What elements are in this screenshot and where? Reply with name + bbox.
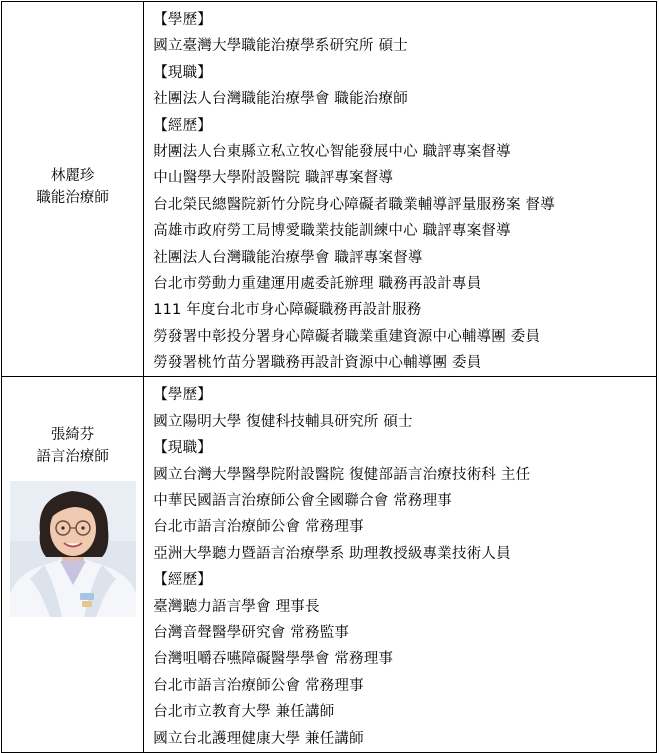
details-line: 台灣咀嚼吞嚥障礙醫學學會 常務理事 — [153, 651, 394, 668]
details-line: 【學歷】 — [153, 387, 213, 404]
speaker-profile-table — [1, 1, 657, 753]
details-cell-1 — [144, 2, 657, 377]
profile-row-2 — [2, 377, 657, 752]
details-line: 社團法人台灣職能治療學會 職評專案督導 — [153, 249, 423, 266]
details-line: 台北榮民總醫院新竹分院身心障礙者職業輔導評量服務案 督導 — [153, 196, 555, 213]
details-line: 勞發署中彰投分署身心障礙者職業重建資源中心輔導團 委員 — [153, 328, 541, 345]
person-title-1: 職能治療師 — [36, 190, 109, 206]
details-line: 高雄市政府勞工局博愛職業技能訓練中心 職評專案督導 — [153, 223, 511, 240]
person-cell-2 — [2, 377, 144, 752]
details-line: 【經歷】 — [153, 117, 213, 134]
person-cell-1 — [2, 2, 144, 377]
details-line: 【經歷】 — [153, 572, 213, 589]
person-title-2: 語言治療師 — [36, 449, 109, 466]
details-line: 國立台灣大學醫學院附設醫院 復健部語言治療技術科 主任 — [153, 466, 531, 483]
details-line: 中華民國語言治療師公會全國聯合會 常務理事 — [153, 493, 453, 510]
details-list-1 — [144, 2, 656, 376]
details-line: 臺灣聽力語言學會 理事長 — [153, 598, 320, 615]
portrait-photo — [10, 481, 136, 617]
person-name-1: 林麗珍 — [50, 168, 95, 184]
details-line: 【學歷】 — [153, 12, 213, 28]
profile-row-1 — [2, 2, 657, 377]
details-line: 台北市語言治療師公會 常務理事 — [153, 519, 364, 536]
details-line: 台灣音聲醫學研究會 常務監事 — [153, 624, 350, 641]
details-line: 社團法人台灣職能治療學會 職能治療師 — [153, 91, 408, 108]
details-line: 中山醫學大學附設醫院 職評專案督導 — [153, 170, 394, 187]
person-name-2: 張綺芬 — [50, 427, 95, 444]
details-line: 勞發署桃竹苗分署職務再設計資源中心輔導團 委員 — [153, 355, 482, 372]
details-line: 台北市語言治療師公會 常務理事 — [153, 677, 364, 694]
details-line: 台北市立教育大學 兼任講師 — [153, 704, 335, 721]
details-line: 台北市勞動力重建運用處委託辦理 職務再設計專員 — [153, 275, 482, 292]
details-line: 【現職】 — [153, 64, 213, 81]
details-line: 財團法人台東縣立私立牧心智能發展中心 職評專案督導 — [153, 143, 511, 160]
details-line: 【現職】 — [153, 440, 213, 457]
details-line: 國立台北護理健康大學 兼任講師 — [153, 730, 364, 747]
person-identity-2 — [2, 424, 143, 468]
person-identity-1 — [2, 165, 143, 209]
details-line: 亞洲大學聽力暨語言治療學系 助理教授級專業技術人員 — [153, 545, 511, 562]
details-line: 國立陽明大學 復健科技輔具研究所 碩士 — [153, 413, 413, 430]
details-line: 111 年度台北市身心障礙職務再設計服務 — [153, 302, 422, 319]
details-cell-2 — [144, 377, 657, 752]
details-line: 國立臺灣大學職能治療學系研究所 碩士 — [153, 38, 408, 55]
details-list-2 — [144, 377, 656, 751]
